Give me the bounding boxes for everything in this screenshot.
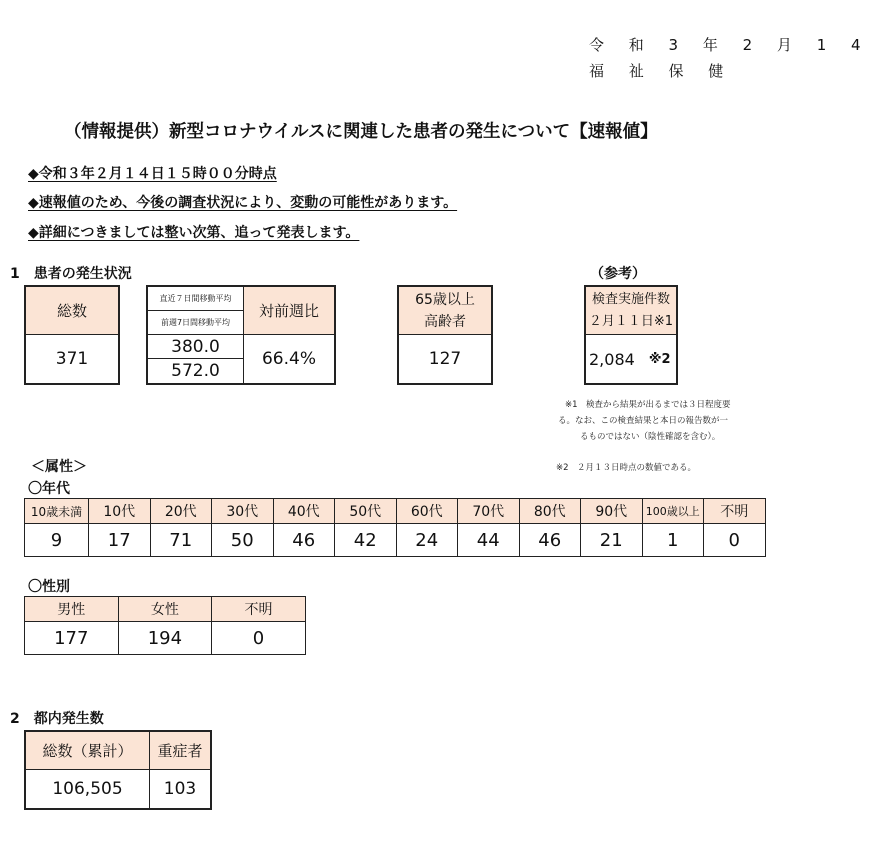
test-count-label-line2: ２月１１日※1 — [588, 313, 674, 329]
age-header-cell: 10代 — [89, 499, 151, 524]
bullet-details-note: ◆詳細につきましては整い次第、追って発表します。 — [28, 225, 360, 241]
age-value-cell: 21 — [581, 524, 643, 557]
release-date: 令 和 3 年 2 月 1 4 — [589, 36, 871, 54]
attributes-heading: ＜属性＞ — [31, 459, 87, 475]
elderly-value: 127 — [428, 349, 462, 369]
age-value-cell: 1 — [642, 524, 704, 557]
age-header-cell: 30代 — [212, 499, 274, 524]
age-heading: 〇年代 — [28, 481, 70, 497]
age-value-cell: 0 — [704, 524, 766, 557]
age-value-cell: 42 — [335, 524, 397, 557]
severe-label: 重症者 — [150, 732, 210, 770]
age-value-cell: 71 — [150, 524, 212, 557]
age-value-cell: 9 — [25, 524, 89, 557]
age-header-cell: 90代 — [581, 499, 643, 524]
elderly-label-line2: 高齢者 — [424, 313, 466, 330]
department-name: 福 祉 保 健 — [589, 62, 734, 80]
age-value-cell: 46 — [519, 524, 581, 557]
age-value-cell: 17 — [89, 524, 151, 557]
test-count-label — [586, 287, 676, 335]
elderly-label-line1: 65歳以上 — [415, 291, 475, 308]
test-count-value-cell — [586, 335, 676, 383]
avg-recent-label: 直近７日間移動平均 — [148, 287, 244, 311]
reference-heading: （参考） — [590, 266, 646, 282]
cumulative-total-value: 106,505 — [26, 770, 150, 808]
severe-value: 103 — [163, 779, 197, 799]
gender-header-row — [25, 597, 306, 622]
age-header-cell: 80代 — [519, 499, 581, 524]
footnote-1-line2: る。なお、この検査結果と本日の報告数が一 — [558, 416, 729, 426]
avg-prev-value: 572.0 — [148, 359, 244, 383]
test-count-box — [584, 285, 678, 385]
age-table — [24, 498, 766, 557]
moving-average-box — [146, 285, 336, 385]
test-count-label-line1: 検査実施件数 — [591, 291, 670, 307]
elderly-box — [397, 285, 493, 385]
gender-value-cell: 0 — [212, 622, 306, 655]
footnote-2: ※2 ２月１３日時点の数値である。 — [556, 463, 697, 473]
cumulative-total-label: 総数（累計） — [26, 732, 150, 770]
age-value-cell: 44 — [458, 524, 520, 557]
ratio-label: 対前週比 — [244, 287, 334, 335]
ratio-value: 66.4% — [261, 349, 316, 369]
gender-header-cell: 男性 — [25, 597, 119, 622]
section1-heading: 1 患者の発生状況 — [10, 266, 132, 282]
avg-recent-value: 380.0 — [148, 335, 244, 359]
cumulative-box — [24, 730, 212, 810]
gender-value-row — [25, 622, 306, 655]
age-header-cell: 100歳以上 — [642, 499, 704, 524]
age-header-cell: 60代 — [396, 499, 458, 524]
section2-heading: 2 都内発生数 — [10, 711, 104, 727]
footnote-1-line1: ※1 検査から結果が出るまでは３日程度要 — [565, 400, 731, 410]
total-label: 総数 — [26, 287, 118, 335]
gender-value-cell: 177 — [25, 622, 119, 655]
footnote-1-line3: るものではない（陰性確認を含む）。 — [580, 432, 721, 442]
bullet-preliminary-note: ◆速報値のため、今後の調査状況により、変動の可能性があります。 — [28, 195, 458, 211]
age-value-row — [25, 524, 766, 557]
age-value-cell: 24 — [396, 524, 458, 557]
gender-table — [24, 596, 306, 655]
test-count-value: 2,084 — [589, 349, 635, 369]
age-value-cell: 50 — [212, 524, 274, 557]
age-header-cell: 70代 — [458, 499, 520, 524]
elderly-label — [399, 287, 491, 335]
page-title: （情報提供）新型コロナウイルスに関連した患者の発生について【速報値】 — [64, 122, 658, 142]
gender-header-cell: 不明 — [212, 597, 306, 622]
total-value: 371 — [55, 349, 89, 369]
gender-value-cell: 194 — [118, 622, 212, 655]
test-count-footnote-mark: ※2 — [648, 351, 671, 367]
gender-heading: 〇性別 — [28, 579, 70, 595]
age-value-cell: 46 — [273, 524, 335, 557]
avg-prev-label: 前週7日間移動平均 — [148, 311, 244, 335]
age-header-cell: 20代 — [150, 499, 212, 524]
bullet-timestamp: ◆令和３年２月１４日１５時００分時点 — [28, 166, 277, 182]
age-header-row — [25, 499, 766, 524]
age-header-cell: 40代 — [273, 499, 335, 524]
total-box — [24, 285, 120, 385]
age-header-cell: 10歳未満 — [25, 499, 89, 524]
gender-header-cell: 女性 — [118, 597, 212, 622]
age-header-cell: 50代 — [335, 499, 397, 524]
age-header-cell: 不明 — [704, 499, 766, 524]
